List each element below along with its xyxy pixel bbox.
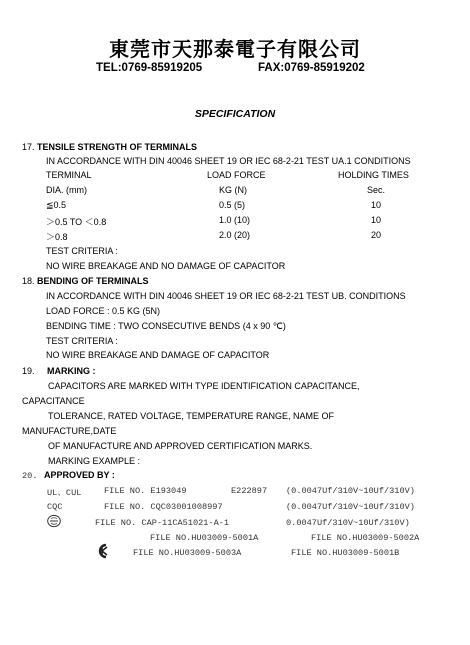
sec19-line4: MANUFACTURE,DATE (22, 426, 117, 436)
sec17-title: TENSILE STRENGTH OF TERMINALS (37, 142, 198, 152)
table-row-1-terminal: ≦0.5 (46, 200, 67, 210)
table-row-1-time: 10 (371, 200, 382, 210)
sec20-number: 20. (22, 471, 38, 481)
table-row-3-terminal: ＞0.8 (46, 232, 68, 242)
table-row-2-load: 1.0 (10) (219, 215, 251, 225)
sec17-line1: IN ACCORDANCE WITH DIN 40046 SHEET 19 OR IEC 68-2-21 TEST UA.1 CONDITIONS (46, 156, 411, 166)
sec17-col-terminal: TERMINAL (46, 170, 92, 180)
table-row-3-time: 20 (371, 230, 382, 240)
ul-file: FILE NO. E193049 (104, 486, 187, 496)
cqc-label: CQC (47, 502, 63, 512)
sec19-line1: CAPACITORS ARE MARKED WITH TYPE IDENTIFICATION CAPACITANCE, (48, 381, 360, 391)
sec17-col-load: LOAD FORCE (207, 170, 266, 180)
sec17-heading (22, 142, 197, 152)
table-row-2-terminal: ＞0.5 TO ＜0.8 (46, 217, 107, 227)
sec18-line1: IN ACCORDANCE WITH DIN 40046 SHEET 19 OR IEC 68-2-21 TEST UB. CONDITIONS (46, 291, 406, 301)
sec17-number: 17. (22, 142, 35, 152)
sec17-col-holding: HOLDING TIMES (338, 170, 409, 180)
kc-mark-icon (97, 543, 111, 559)
table-row-3-load: 2.0 (20) (219, 230, 251, 240)
hu-file-2: FILE NO.HU03009-5002A (311, 533, 420, 543)
sec18-title: BENDING OF TERMINALS (37, 276, 149, 286)
telephone: TEL:0769-85919205 (96, 62, 203, 74)
sec20-title: APPROVED BY : (44, 470, 115, 480)
sec19-line6: MARKING EXAMPLE : (48, 456, 141, 466)
sec19-line3: TOLERANCE, RATED VOLTAGE, TEMPERATURE RANGE, NAME OF (48, 411, 335, 421)
sec17-unit-dia: DIA. (mm) (46, 185, 87, 195)
sec17-unit-sec: Sec. (367, 185, 386, 195)
sec18-criteria-text: NO WIRE BREAKAGE AND DAMAGE OF CAPACITOR (46, 350, 270, 360)
company-name: 東莞市天那泰電子有限公司 (109, 37, 361, 61)
sec20-heading (22, 470, 115, 481)
spec-title: SPECIFICATION (194, 108, 276, 120)
sec17-criteria-label: TEST CRITERIA : (46, 246, 118, 256)
sec19-number: 19. (22, 366, 35, 376)
hu-file-3: FILE NO.HU03009-5003A (133, 548, 242, 558)
cqc-range: (0.0047Uf/310V~10Uf/310V) (286, 502, 415, 512)
ul-label: UL、CUL (47, 488, 82, 498)
hu-file-1: FILE NO.HU03009-5001A (150, 533, 259, 543)
table-row-1-load: 0.5 (5) (219, 200, 246, 210)
sec17-criteria-text: NO WIRE BREAKAGE AND NO DAMAGE OF CAPACITOR (46, 261, 286, 271)
ccc-range: 0.0047Uf/310V~10Uf/310V) (286, 518, 410, 528)
sec18-heading (22, 276, 149, 286)
sec18-criteria-label: TEST CRITERIA : (46, 336, 118, 346)
sec19-line2: CAPACITANCE (22, 396, 85, 406)
ccc-file: FILE NO. CAP-11CA51021-A-1 (95, 518, 230, 528)
sec17-unit-kg: KG (N) (219, 185, 247, 195)
table-row-2-time: 10 (371, 215, 382, 225)
fax: FAX:0769-85919202 (258, 62, 365, 74)
sec18-load: LOAD FORCE : 0.5 KG (5N) (46, 306, 161, 316)
ccc-mark-icon (47, 514, 61, 528)
sec19-line5: OF MANUFACTURE AND APPROVED CERTIFICATION MARKS. (48, 441, 313, 451)
ul-file-2: E222897 (231, 486, 268, 496)
sec18-bending: BENDING TIME : TWO CONSECUTIVE BENDS (4 x 90 ℃) (46, 321, 286, 331)
cqc-file: FILE NO. CQC03001008997 (104, 502, 223, 512)
sec19-heading (22, 366, 96, 376)
sec19-title: MARKING : (47, 366, 96, 376)
sec18-number: 18. (22, 276, 35, 286)
hu-file-4: FILE NO.HU03009-5001B (291, 548, 400, 558)
ul-range: (0.0047Uf/310V~10Uf/310V) (286, 486, 415, 496)
